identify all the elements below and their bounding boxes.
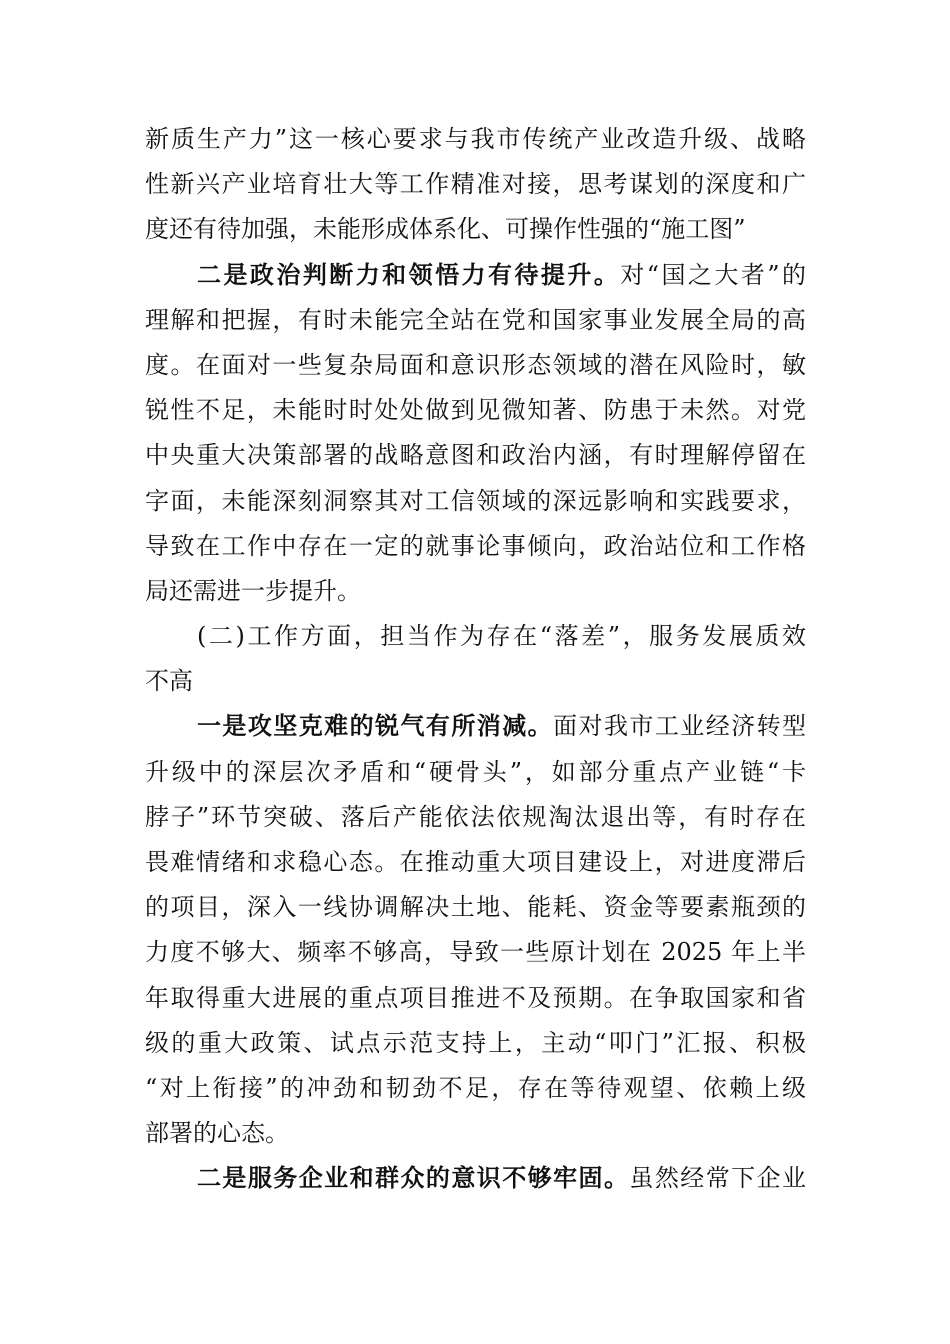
text-line: [145, 298, 806, 343]
text-line: [145, 885, 806, 930]
text-line: [145, 840, 806, 885]
text-line: [145, 976, 806, 1021]
text-line: [145, 1111, 806, 1156]
line-text: 导致在工作中存在一定的就事论事倾向，政治站位和工作格: [145, 531, 806, 560]
line-text: 的项目，深入一线协调解决土地、能耗、资金等要素瓶颈的: [145, 893, 806, 922]
text-line: [145, 479, 806, 524]
line-text: 级的重大政策、试点示范支持上，主动“叩门”汇报、积极: [145, 1028, 806, 1057]
line-text: 虽然经常下企业: [629, 1164, 806, 1193]
line-text: 脖子”环节突破、落后产能依法依规淘汰退出等，有时存在: [145, 802, 806, 831]
text-line: [145, 704, 806, 749]
text-line: [145, 388, 806, 433]
line-text: 锐性不足，未能时时处处做到见微知著、防患于未然。对党: [145, 396, 806, 425]
text-line: [145, 795, 806, 840]
line-text: 新质生产力”这一核心要求与我市传统产业改造升级、战略: [145, 125, 806, 153]
line-text: 度还有待加强，未能形成体系化、可操作性强的“施工图”: [145, 215, 746, 244]
bold-heading: 二是服务企业和群众的意识不够牢固。: [197, 1164, 630, 1193]
text-line: [145, 930, 806, 975]
text-line: [145, 1021, 806, 1066]
line-text: 力度不够大、频率不够高，导致一些原计划在 2025 年上半: [145, 938, 806, 967]
line-text: 部署的心态。: [145, 1119, 289, 1148]
line-text: 局还需进一步提升。: [145, 576, 361, 605]
line-text: 畏难情绪和求稳心态。在推动重大项目建设上，对进度滞后: [145, 848, 806, 876]
line-text: 年取得重大进展的重点项目推进不及预期。在争取国家和省: [145, 983, 806, 1012]
text-line: [145, 343, 806, 388]
line-text: 性新兴产业培育壮大等工作精准对接，思考谋划的深度和广: [145, 170, 806, 199]
text-line: [145, 569, 806, 614]
document-page: [145, 117, 806, 1202]
line-text: 度。在面对一些复杂局面和意识形态领域的潜在风险时，敏: [145, 350, 806, 379]
line-text: “对上衔接”的冲劲和韧劲不足，存在等待观望、依赖上级: [145, 1073, 806, 1102]
line-text: 面对我市工业经济转型: [553, 712, 807, 741]
line-text: 字面，未能深刻洞察其对工信领域的深远影响和实践要求，: [145, 486, 806, 515]
bold-heading: 一是攻坚克难的锐气有所消减。: [197, 712, 554, 741]
text-line: [145, 253, 806, 298]
line-text: 中央重大决策部署的战略意图和政治内涵，有时理解停留在: [145, 441, 806, 470]
text-line: [145, 162, 806, 207]
line-text: 理解和把握，有时未能完全站在党和国家事业发展全局的高: [145, 305, 806, 334]
line-text: (二)工作方面，担当作为存在“落差”，服务发展质效: [197, 622, 806, 651]
bold-heading: 二是政治判断力和领悟力有待提升。: [197, 260, 621, 289]
text-line: [145, 433, 806, 478]
line-text: 不高: [145, 667, 193, 696]
text-line: [145, 1156, 806, 1201]
text-line: [145, 659, 806, 704]
text-line: [145, 117, 806, 162]
text-line: [145, 750, 806, 795]
text-line: [145, 614, 806, 659]
text-line: [145, 1066, 806, 1111]
text-line: [145, 524, 806, 569]
text-line: [145, 207, 806, 252]
line-text: 对“国之大者”的: [620, 260, 807, 289]
line-text: 升级中的深层次矛盾和“硬骨头”，如部分重点产业链“卡: [145, 757, 806, 786]
